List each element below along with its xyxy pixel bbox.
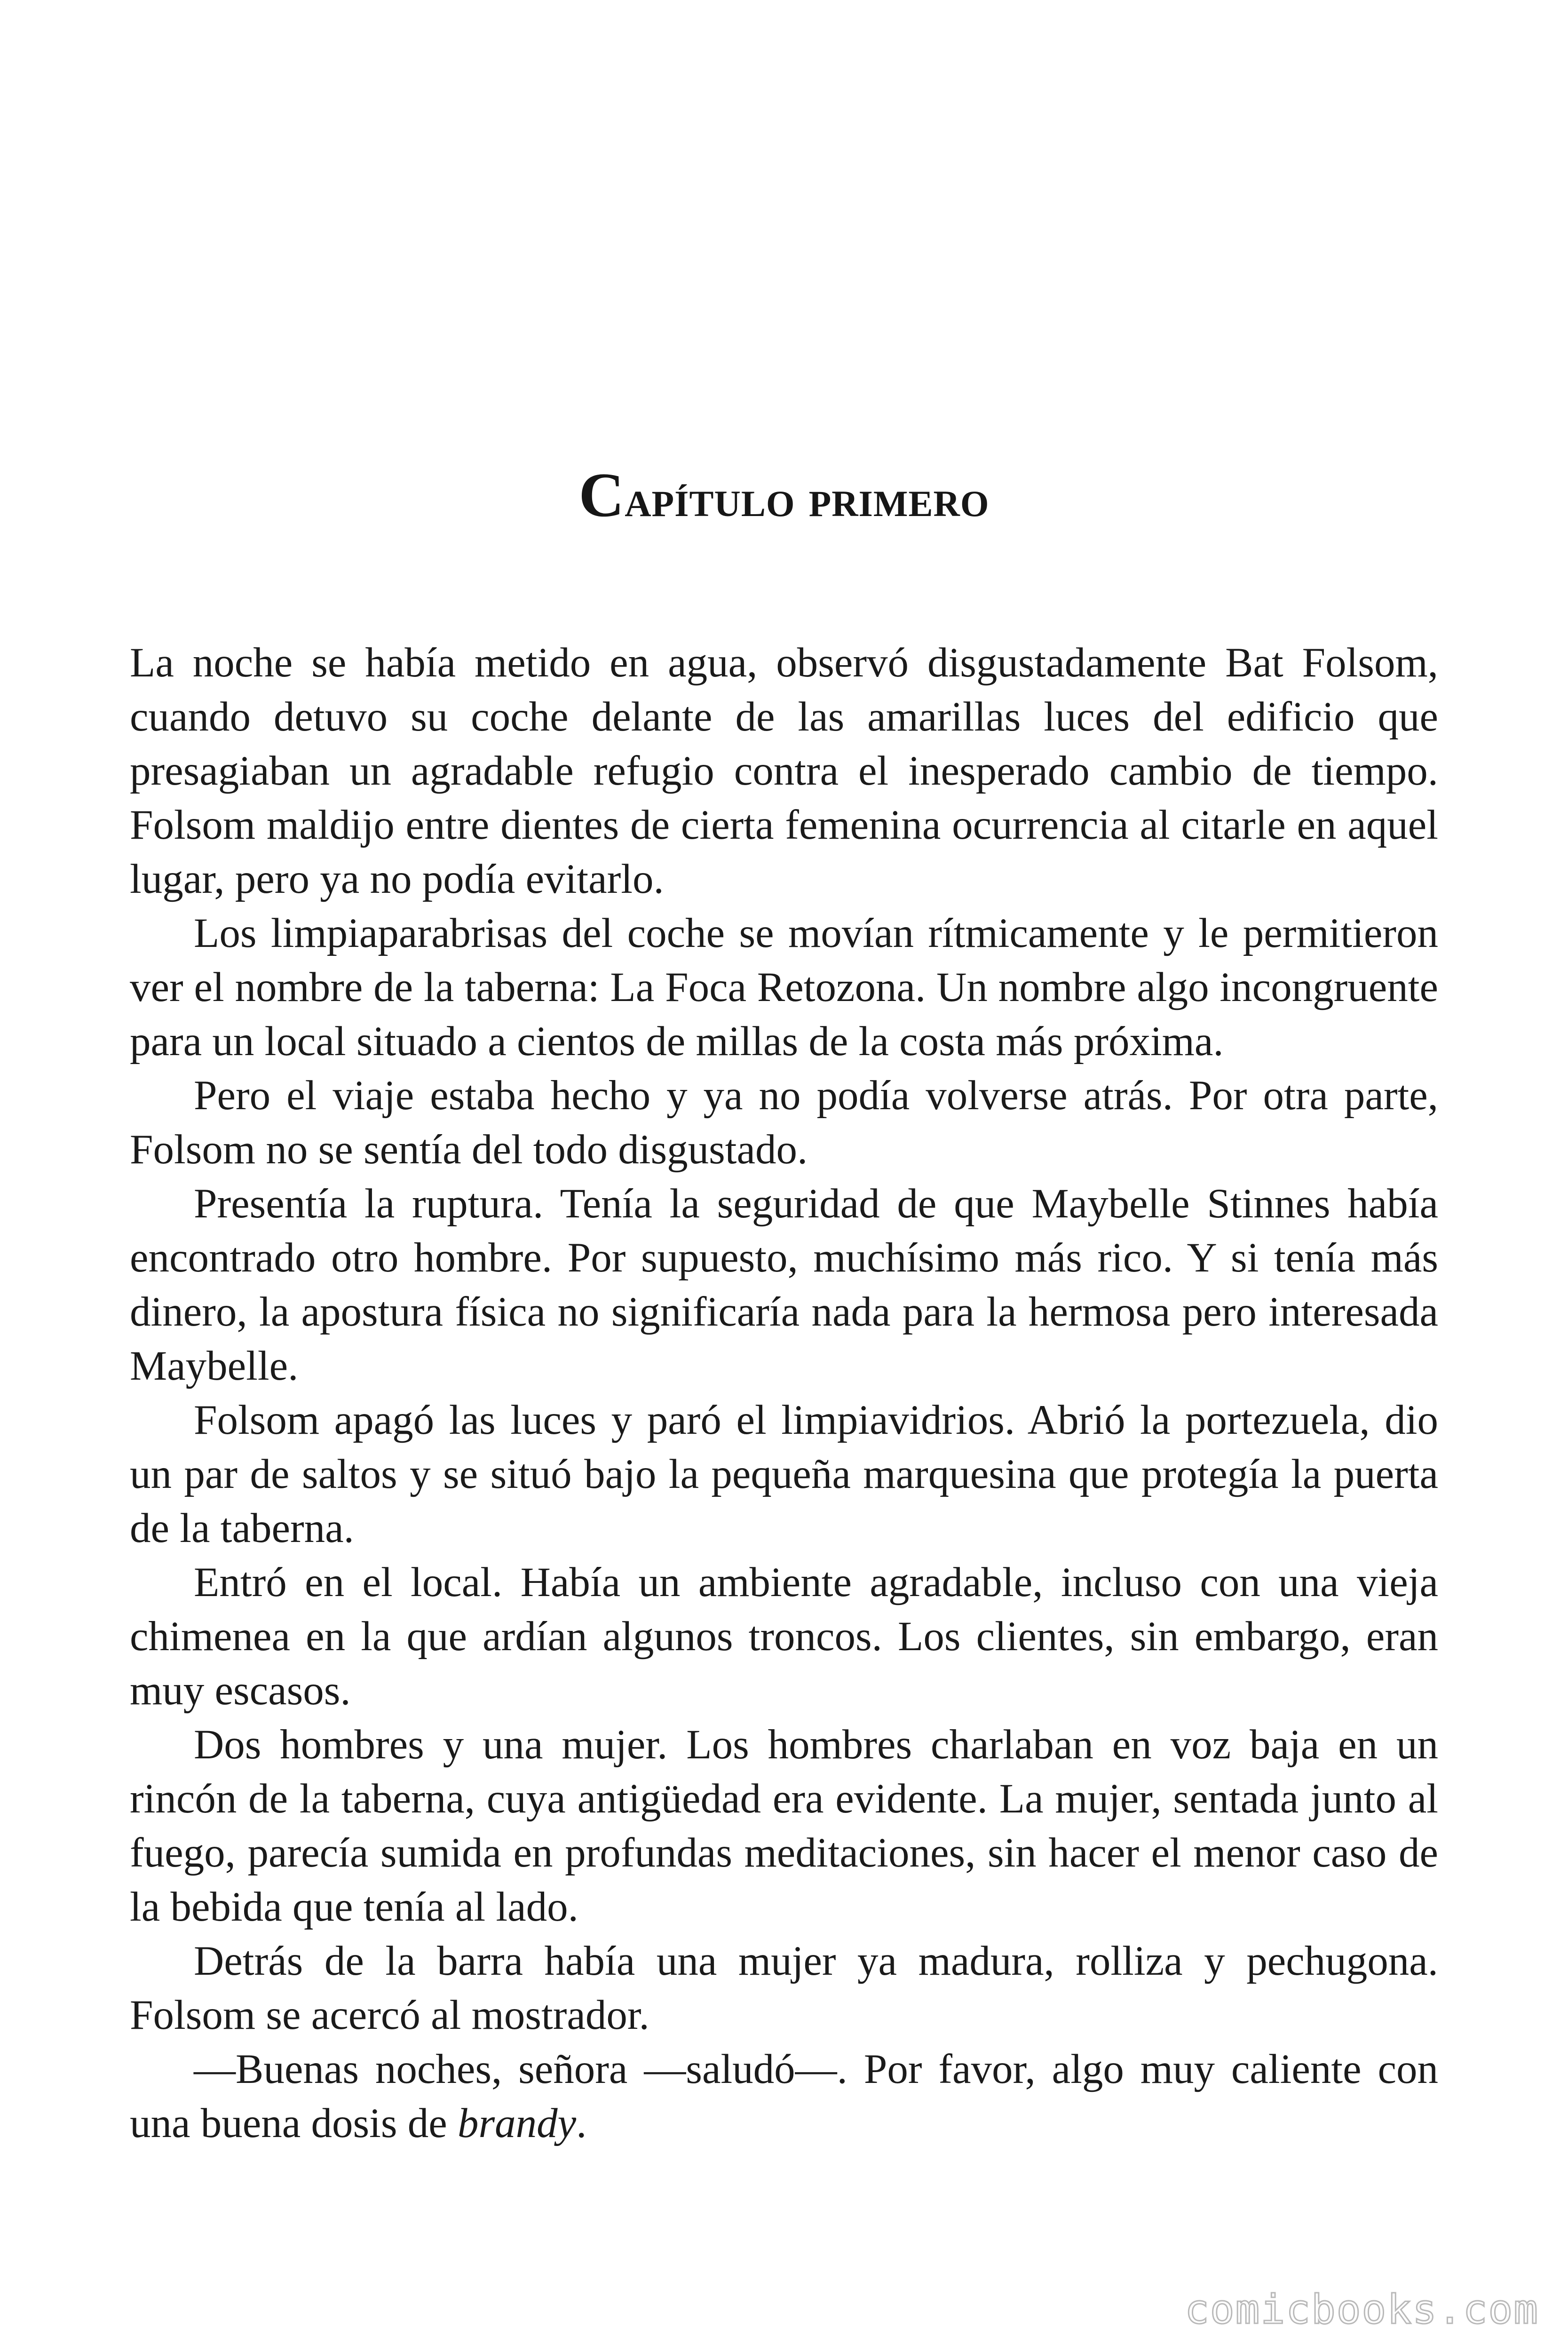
chapter-title (0, 459, 1568, 531)
chapter-title-initial: C (578, 460, 625, 530)
paragraph-9 (130, 2042, 1438, 2151)
paragraph-1: La noche se había metido en agua, observó disgustadamente Bat Folsom, cuando detuvo su coche delante de las amarillas luces del edificio que presagiaban un agradable refugio contra el inesperado cambio de tiempo. Folsom maldijo entre dientes de cierta femenina ocurrencia al citarle en aquel lugar, pero ya no podía evitarlo. (130, 640, 1438, 902)
paragraph-7: Dos hombres y una mujer. Los hombres charlaban en voz baja en un rincón de la taberna, cuya antigüedad era evidente. La mujer, sentada junto al fuego, parecía sumida en profundas meditaciones, sin hacer el menor caso de la bebida que tenía al lado. (130, 1722, 1438, 1930)
watermark: comicbooks.com (1185, 2286, 1539, 2333)
paragraph-6: Entró en el local. Había un ambiente agradable, incluso con una vieja chimenea en la que ardían algunos troncos. Los clientes, sin embargo, eran muy escasos. (130, 1559, 1438, 1714)
paragraph-4: Presentía la ruptura. Tenía la seguridad de que Maybelle Stinnes había encontrado otro hombre. Por supuesto, muchísimo más rico. Y si tenía más dinero, la apostura física no significaría nada para la hermosa pero interesada Maybelle. (130, 1181, 1438, 1389)
paragraph-8: Detrás de la barra había una mujer ya madura, rolliza y pechugona. Folsom se acercó al mostrador. (130, 1938, 1438, 2038)
dialogue-end: . (576, 2100, 587, 2146)
paragraph-5: Folsom apagó las luces y paró el limpiavidrios. Abrió la portezuela, dio un par de saltos y se situó bajo la pequeña marquesina que protegía la puerta de la taberna. (130, 1397, 1438, 1551)
chapter-title-rest: apítulo primero (625, 469, 990, 528)
chapter-body (130, 636, 1438, 2151)
paragraph-3: Pero el viaje estaba hecho y ya no podía volverse atrás. Por otra parte, Folsom no se sentía del todo disgustado. (130, 1073, 1438, 1173)
dialogue-italic-word: brandy (458, 2100, 577, 2146)
dialogue-text: —Buenas noches, señora —saludó—. Por favor, algo muy caliente con una buena dosis de (130, 2046, 1438, 2146)
paragraph-2: Los limpiaparabrisas del coche se movían rítmicamente y le permitieron ver el nombre de la taberna: La Foca Retozona. Un nombre algo incongruente para un local situado a cientos de millas de la costa más próxima. (130, 910, 1438, 1065)
